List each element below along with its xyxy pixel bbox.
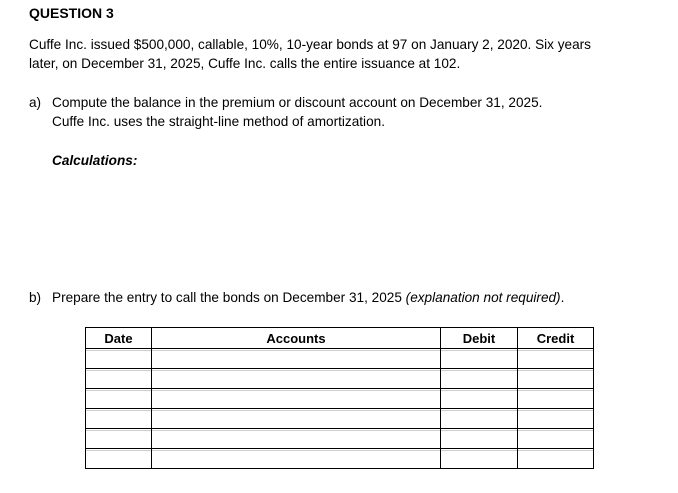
part-a-line-2: Cuffe Inc. uses the straight-line method of amortization.: [52, 114, 385, 129]
date-cell[interactable]: [86, 389, 152, 409]
question-intro-line-2: later, on December 31, 2025, Cuffe Inc. calls the entire issuance at 102.: [29, 56, 461, 71]
part-a-line-1: Compute the balance in the premium or discount account on December 31, 2025.: [52, 95, 543, 110]
date-cell[interactable]: [86, 369, 152, 389]
accounts-cell[interactable]: [152, 409, 441, 429]
debit-cell[interactable]: [441, 349, 518, 369]
accounts-cell[interactable]: [152, 449, 441, 469]
credit-cell[interactable]: [518, 369, 594, 389]
part-a-marker: a): [29, 95, 42, 110]
credit-cell[interactable]: [518, 409, 594, 429]
date-cell[interactable]: [86, 429, 152, 449]
credit-cell[interactable]: [518, 449, 594, 469]
journal-entry-table: [85, 327, 594, 469]
date-cell[interactable]: [86, 349, 152, 369]
accounts-cell[interactable]: [152, 429, 441, 449]
debit-cell[interactable]: [441, 409, 518, 429]
question-intro-line-1: Cuffe Inc. issued $500,000, callable, 10%, 10-year bonds at 97 on January 2, 2020. Six years: [29, 37, 591, 52]
credit-cell[interactable]: [518, 429, 594, 449]
table-row: [86, 409, 594, 429]
accounts-cell[interactable]: [152, 389, 441, 409]
table-row: [86, 349, 594, 369]
table-row: [86, 429, 594, 449]
debit-cell[interactable]: [441, 369, 518, 389]
accounts-cell[interactable]: [152, 369, 441, 389]
credit-column-header: Credit: [518, 328, 594, 349]
debit-cell[interactable]: [441, 389, 518, 409]
table-row: [86, 449, 594, 469]
date-cell[interactable]: [86, 409, 152, 429]
part-b-text: Prepare the entry to call the bonds on December 31, 2025: [52, 290, 406, 305]
table-row: [86, 389, 594, 409]
date-cell[interactable]: [86, 449, 152, 469]
accounts-cell[interactable]: [152, 349, 441, 369]
part-b-marker: b): [29, 290, 42, 305]
debit-cell[interactable]: [441, 449, 518, 469]
part-b-italic-note: (explanation not required): [405, 290, 561, 305]
table-row: [86, 369, 594, 389]
credit-cell[interactable]: [518, 389, 594, 409]
date-column-header: Date: [86, 328, 152, 349]
part-b-instruction: [52, 290, 564, 305]
debit-column-header: Debit: [441, 328, 518, 349]
calculations-label: Calculations:: [52, 153, 138, 168]
credit-cell[interactable]: [518, 349, 594, 369]
journal-header-row: [86, 328, 594, 349]
part-b-period: .: [560, 290, 565, 305]
question-title: QUESTION 3: [29, 5, 114, 21]
accounts-column-header: Accounts: [152, 328, 441, 349]
debit-cell[interactable]: [441, 429, 518, 449]
